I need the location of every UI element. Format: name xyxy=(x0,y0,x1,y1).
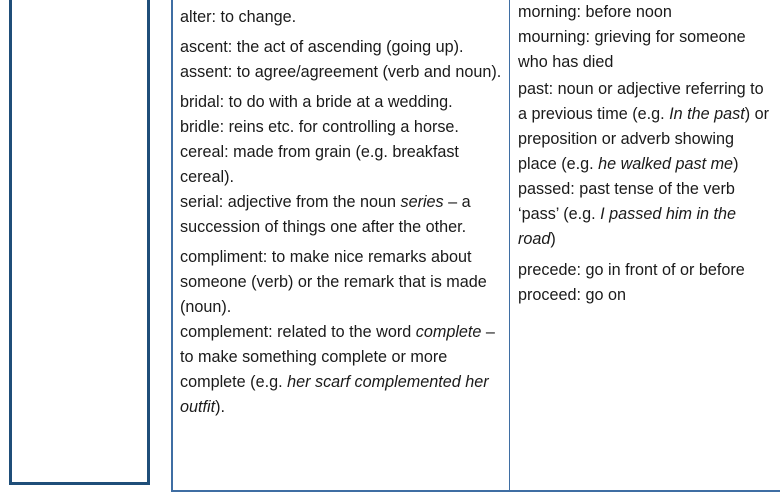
definition: to make nice remarks about someone (verb) or the remark that is made (noun). xyxy=(180,248,487,316)
definition: go in front of or before xyxy=(585,261,745,279)
definition: before noon xyxy=(585,3,672,21)
term: proceed xyxy=(518,286,577,304)
right-column xyxy=(518,0,776,308)
entry-mourning: mourning: grieving for someone who has died xyxy=(518,28,746,71)
emphasis: complete xyxy=(415,323,482,341)
term: bridle xyxy=(180,118,220,136)
entry-ascent: ascent: the act of ascending (going up). xyxy=(180,38,464,56)
column-divider xyxy=(509,0,510,492)
definition: ) xyxy=(550,230,556,248)
term: ascent xyxy=(180,38,228,56)
term: morning xyxy=(518,3,577,21)
entry-assent: assent: to agree/agreement (verb and noun). xyxy=(180,63,502,81)
definition: adjective from the noun xyxy=(227,193,401,211)
entry-past: past: noun or adjective referring to a previous time (e.g. In the past) or preposition or adverb showing place (e.g. he walked past me) xyxy=(518,80,770,173)
definition: ) or preposition or adverb showing place (e.g. xyxy=(518,105,770,173)
entry-passed: passed: past tense of the verb ‘pass’ (e.g. I passed him in the road) xyxy=(518,180,737,248)
term: bridal xyxy=(180,93,220,111)
term: past xyxy=(518,80,549,98)
emphasis: her scarf complemented her outfit xyxy=(180,373,489,416)
term: cereal xyxy=(180,143,225,161)
definition: go on xyxy=(585,286,627,304)
emphasis: he walked past me xyxy=(598,155,734,173)
entry-complement: complement: related to the word complete – to make something complete or more complete (e.g. her scarf complemented her outfit). xyxy=(180,323,495,416)
entry-cereal: cereal: made from grain (e.g. breakfast cereal). xyxy=(180,143,459,186)
definition: past tense of the verb ‘pass’ (e.g. xyxy=(518,180,735,223)
emphasis: I passed him in the road xyxy=(518,205,737,248)
entry-bridle: bridle: reins etc. for controlling a horse. xyxy=(180,118,459,136)
entry-bridal: bridal: to do with a bride at a wedding. xyxy=(180,93,453,111)
definition: the act of ascending (going up). xyxy=(236,38,464,56)
entry-alter: alter: to change. xyxy=(180,8,297,26)
definition: – a succession of things one after the other. xyxy=(180,193,471,236)
definition: made from grain (e.g. breakfast cereal). xyxy=(180,143,459,186)
emphasis: In the past xyxy=(669,105,745,123)
entry-morning: morning: before noon xyxy=(518,3,672,21)
definition: grieving for someone who has died xyxy=(518,28,746,71)
definition: to change. xyxy=(220,8,297,26)
definition: ) xyxy=(733,155,739,173)
definition: noun or adjective referring to a previous time (e.g. xyxy=(518,80,764,123)
term: compliment xyxy=(180,248,263,266)
definition: related to the word xyxy=(277,323,416,341)
term: serial xyxy=(180,193,219,211)
definition: to agree/agreement (verb and noun). xyxy=(236,63,502,81)
term: passed xyxy=(518,180,571,198)
definition: to do with a bride at a wedding. xyxy=(228,93,453,111)
term: complement xyxy=(180,323,269,341)
entry-serial: serial: adjective from the noun series – a succession of things one after the other. xyxy=(180,193,471,236)
term: assent xyxy=(180,63,228,81)
entry-precede: precede: go in front of or before xyxy=(518,261,745,279)
definition: ). xyxy=(215,398,225,416)
term: precede xyxy=(518,261,577,279)
middle-column xyxy=(180,0,504,420)
definition: reins etc. for controlling a horse. xyxy=(228,118,459,136)
term: mourning xyxy=(518,28,586,46)
entry-proceed: proceed: go on xyxy=(518,286,627,304)
left-sidebar-frame xyxy=(9,0,150,485)
definition: – to make something complete or more complete (e.g. xyxy=(180,323,495,391)
emphasis: series xyxy=(400,193,444,211)
entry-compliment: compliment: to make nice remarks about someone (verb) or the remark that is made (noun). xyxy=(180,248,487,316)
term: alter xyxy=(180,8,212,26)
